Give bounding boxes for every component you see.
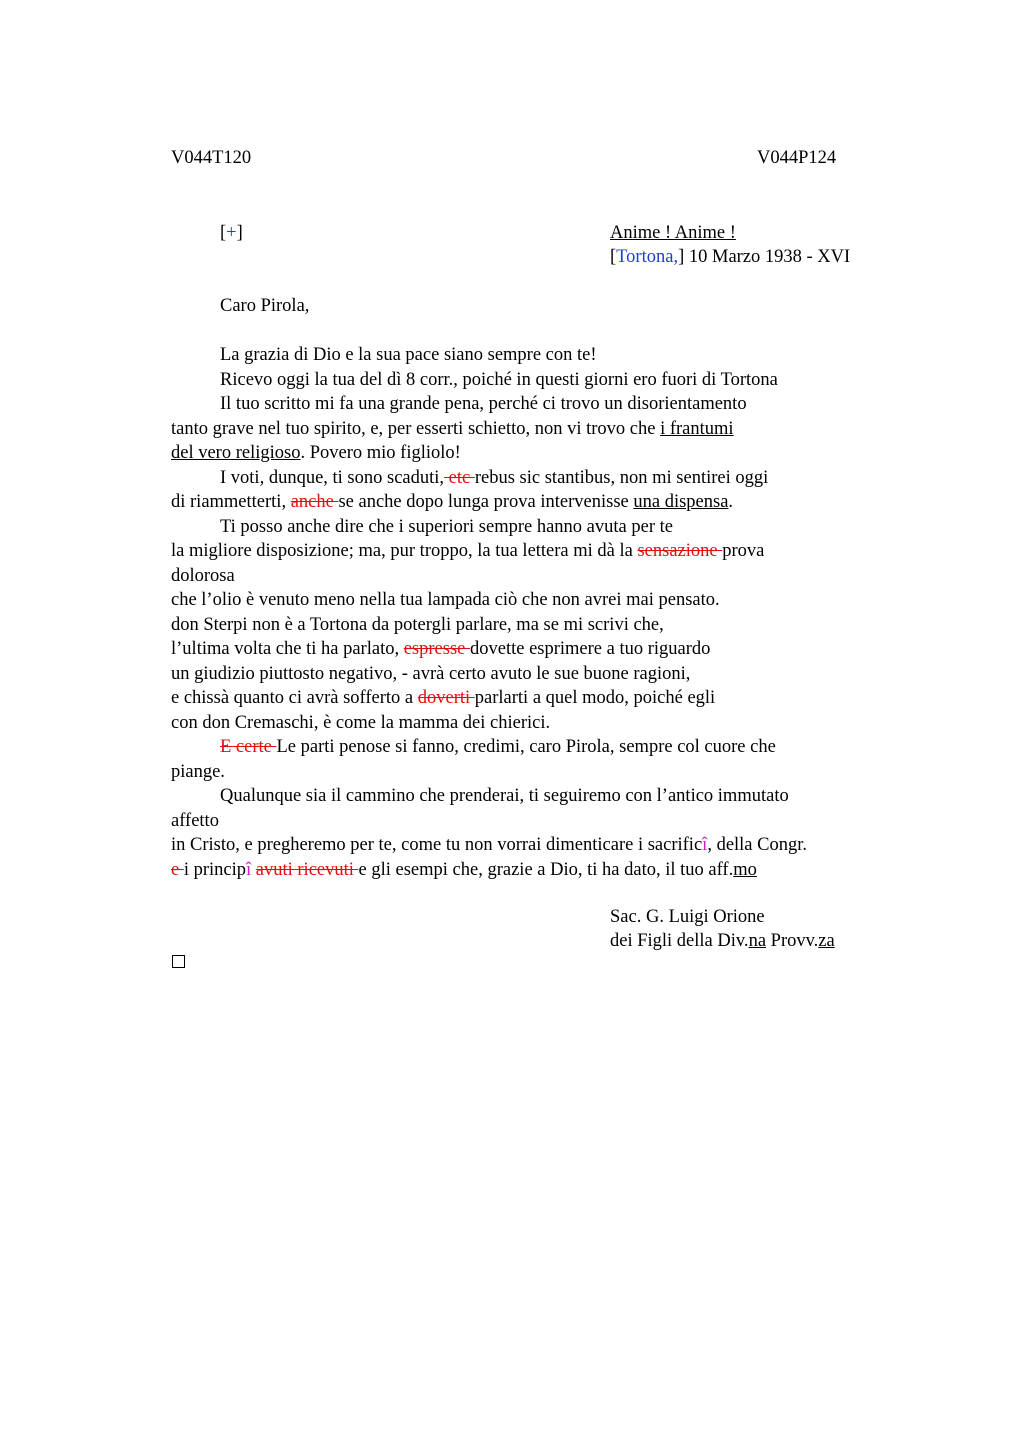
cross-symbol: +: [226, 223, 237, 243]
cross-bracket-close: ]: [236, 223, 243, 243]
underlined-text: i frantumi: [660, 418, 734, 439]
deleted-text: e: [171, 859, 184, 880]
letter-line: I voti, dunque, ti sono scaduti, etc rebus sic stantibus, non mi sentirei oggi: [220, 467, 769, 488]
letter-line: E certe Le parti penose si fanno, credimi, caro Pirola, sempre col cuore che: [220, 737, 776, 757]
motto-text: Anime ! Anime !: [610, 223, 736, 243]
deleted-text: doverti: [417, 688, 475, 708]
letter-line: un giudizio piuttosto negativo, - avrà certo avuto le sue buone ragioni,: [171, 663, 691, 684]
letter-line: tanto grave nel tuo spirito, e, per esserti schietto, non vi trovo che i frantumi: [171, 418, 734, 439]
editorial-mark: î: [246, 859, 252, 880]
letter-line: l’ultima volta che ti ha parlato, espresse dovette esprimere a tuo riguardo: [171, 639, 711, 659]
letter-line: Ricevo oggi la tua del dì 8 corr., poiché in questi giorni ero fuori di Tortona: [220, 369, 778, 390]
letter-line: e chissà quanto ci avrà sofferto a doverti parlarti a quel modo, poiché egli: [171, 688, 716, 708]
letter-line: la migliore disposizione; ma, pur troppo, la tua lettera mi dà la sensazione prova: [171, 541, 765, 561]
letter-line: La grazia di Dio e la sua pace siano sempre con te!: [220, 345, 597, 365]
letter-line: piange.: [171, 761, 225, 782]
document-code-right: V044P124: [757, 148, 837, 168]
letter-line: con don Cremaschi, è come la mamma dei chierici.: [171, 712, 551, 733]
letter-line: Qualunque sia il cammino che prenderai, ti seguiremo con l’antico immutato: [220, 786, 789, 806]
motto: [610, 221, 736, 245]
place-name: Tortona,: [616, 247, 679, 267]
letter-line: di riammetterti, anche se anche dopo lunga prova intervenisse una dispensa.: [171, 492, 734, 512]
letter-line: del vero religioso. Povero mio figliolo!: [171, 443, 461, 463]
letter-line: in Cristo, e pregheremo per te, come tu non vorrai dimenticare i sacrificî, della Congr.: [171, 835, 807, 855]
end-mark-square: [172, 955, 185, 968]
letter-body: [171, 343, 807, 882]
underlined-text: mo: [733, 859, 757, 880]
signature-congregation: dei Figli della Div.na Provv.za: [610, 931, 835, 951]
underlined-text: una dispensa: [633, 492, 729, 512]
salutation: Caro Pirola,: [220, 296, 310, 316]
deleted-text: avuti ricevuti: [255, 859, 359, 880]
letter-line: che l’olio è venuto meno nella tua lampada ciò che non avrei mai pensato.: [171, 590, 720, 610]
place-bracket: [: [610, 247, 617, 267]
letter-line: affetto: [171, 810, 219, 831]
cross-bracket-open: [: [220, 223, 227, 243]
document-code-left: V044T120: [171, 148, 252, 168]
letter-line: Ti posso anche dire che i superiori sempre hanno avuta per te: [220, 516, 673, 537]
deleted-text: sensazione: [637, 541, 723, 561]
deleted-text: anche: [290, 492, 339, 512]
letter-line: Il tuo scritto mi fa una grande pena, perché ci trovo un disorientamento: [220, 394, 747, 414]
cross-mark: [220, 221, 243, 245]
deleted-text: etc: [444, 467, 475, 488]
deleted-text: E certe: [220, 737, 277, 757]
deleted-text: espresse: [403, 639, 470, 659]
letter-line: don Sterpi non è a Tortona da potergli parlare, ma se mi scrivi che,: [171, 614, 664, 635]
letter-line: e i principî avuti ricevuti e gli esempi che, grazie a Dio, ti ha dato, il tuo aff.mo: [171, 859, 757, 880]
letter-line: dolorosa: [171, 565, 235, 586]
underlined-text: del vero religioso: [171, 443, 301, 463]
signature-name: Sac. G. Luigi Orione: [610, 907, 765, 927]
editorial-mark: î: [702, 835, 708, 855]
letter-date: ] 10 Marzo 1938 - XVI: [678, 247, 851, 267]
place-date: [610, 245, 850, 269]
